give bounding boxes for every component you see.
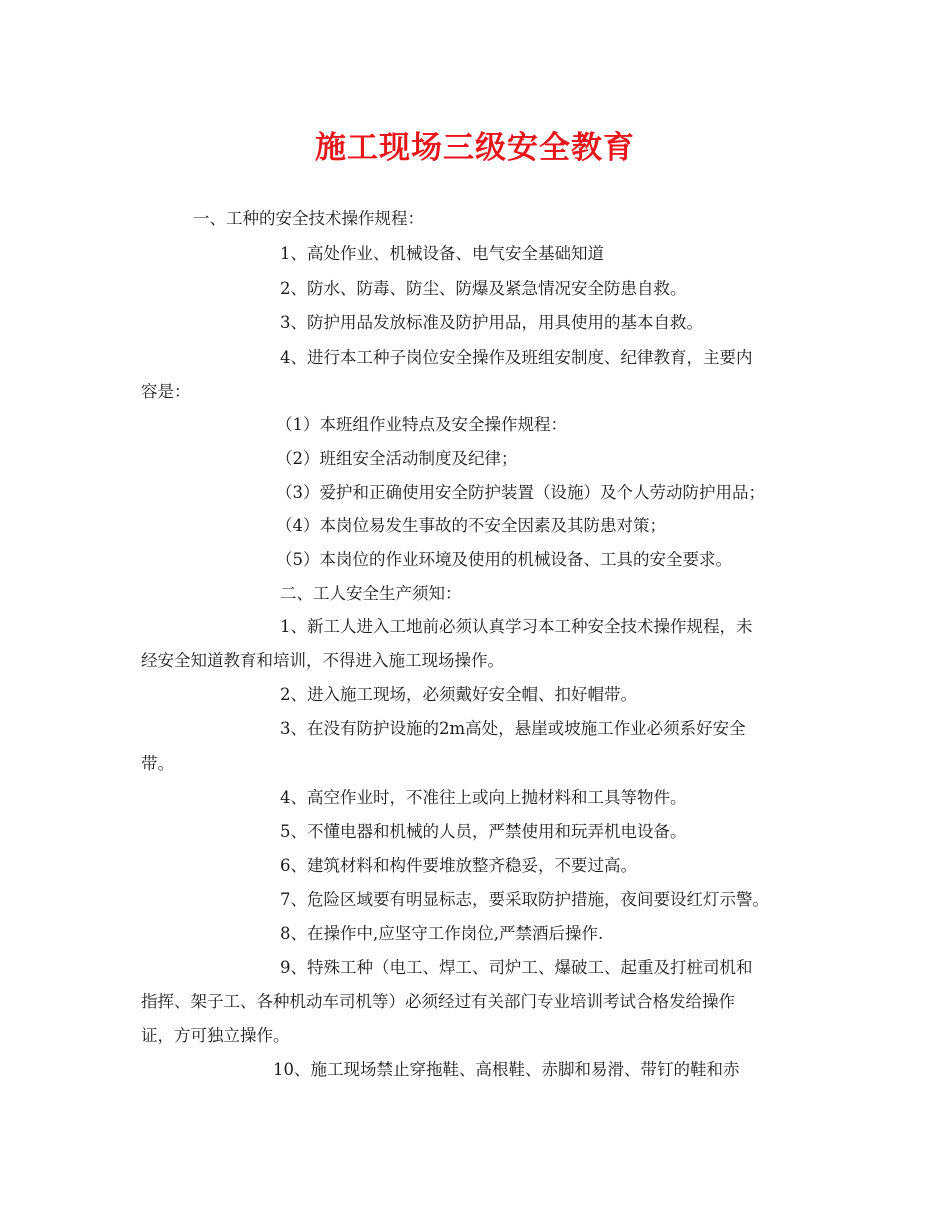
paragraph-line: 2、进入施工现场，必须戴好安全帽、扣好帽带。 <box>280 685 637 704</box>
list-item: （5）本岗位的作业环境及使用的机械设备、工具的安全要求。 <box>276 550 732 569</box>
paragraph-line: 1、高处作业、机械设备、电气安全基础知道 <box>280 244 604 263</box>
paragraph-line: 1、新工人进入工地前必须认真学习本工种安全技术操作规程，未 <box>280 617 753 636</box>
paragraph-line: 8、在操作中,应坚守工作岗位,严禁酒后操作. <box>280 924 604 943</box>
paragraph-line: 10、施工现场禁止穿拖鞋、高根鞋、赤脚和易滑、带钉的鞋和赤 <box>273 1060 740 1079</box>
paragraph-line: 9、特殊工种（电工、焊工、司炉工、爆破工、起重及打桩司机和 <box>280 958 753 977</box>
document-title: 施工现场三级安全教育 <box>315 130 635 166</box>
paragraph-line: 3、在没有防护设施的2m高处，悬崖或坡施工作业必须系好安全 <box>280 719 746 738</box>
paragraph-line: 带。 <box>141 754 174 773</box>
list-item: （2）班组安全活动制度及纪律； <box>276 449 518 468</box>
section-heading-1: 一、工种的安全技术操作规程： <box>193 209 424 228</box>
paragraph-line: 3、防护用品发放标准及防护用品，用具使用的基本自救。 <box>280 313 703 332</box>
paragraph-line: 2、防水、防毒、防尘、防爆及紧急情况安全防患自救。 <box>280 279 687 298</box>
paragraph-line: 4、进行本工种子岗位安全操作及班组安制度、纪律教育，主要内 <box>280 348 753 367</box>
paragraph-line: 6、建筑材料和构件要堆放整齐稳妥，不要过高。 <box>280 856 637 875</box>
paragraph-line: 证，方可独立操作。 <box>141 1026 290 1045</box>
paragraph-line: 容是： <box>141 382 191 401</box>
list-item: （4）本岗位易发生事故的不安全因素及其防患对策； <box>276 516 666 535</box>
list-item: （1）本班组作业特点及安全操作规程： <box>276 415 567 434</box>
paragraph-line: 7、危险区域要有明显标志，要采取防护措施，夜间要设红灯示警。 <box>280 890 769 909</box>
paragraph-line: 5、不懂电器和机械的人员，严禁使用和玩弄机电设备。 <box>280 822 687 841</box>
list-item: （3）爱护和正确使用安全防护装置（设施）及个人劳动防护用品； <box>276 483 765 502</box>
paragraph-line: 经安全知道教育和培训，不得进入施工现场操作。 <box>141 651 504 670</box>
section-heading-2: 二、工人安全生产须知： <box>280 584 462 603</box>
paragraph-line: 指挥、架子工、各种机动车司机等）必须经过有关部门专业培训考试合格发给操作 <box>141 992 735 1011</box>
paragraph-line: 4、高空作业时，不准往上或向上抛材料和工具等物件。 <box>280 788 687 807</box>
